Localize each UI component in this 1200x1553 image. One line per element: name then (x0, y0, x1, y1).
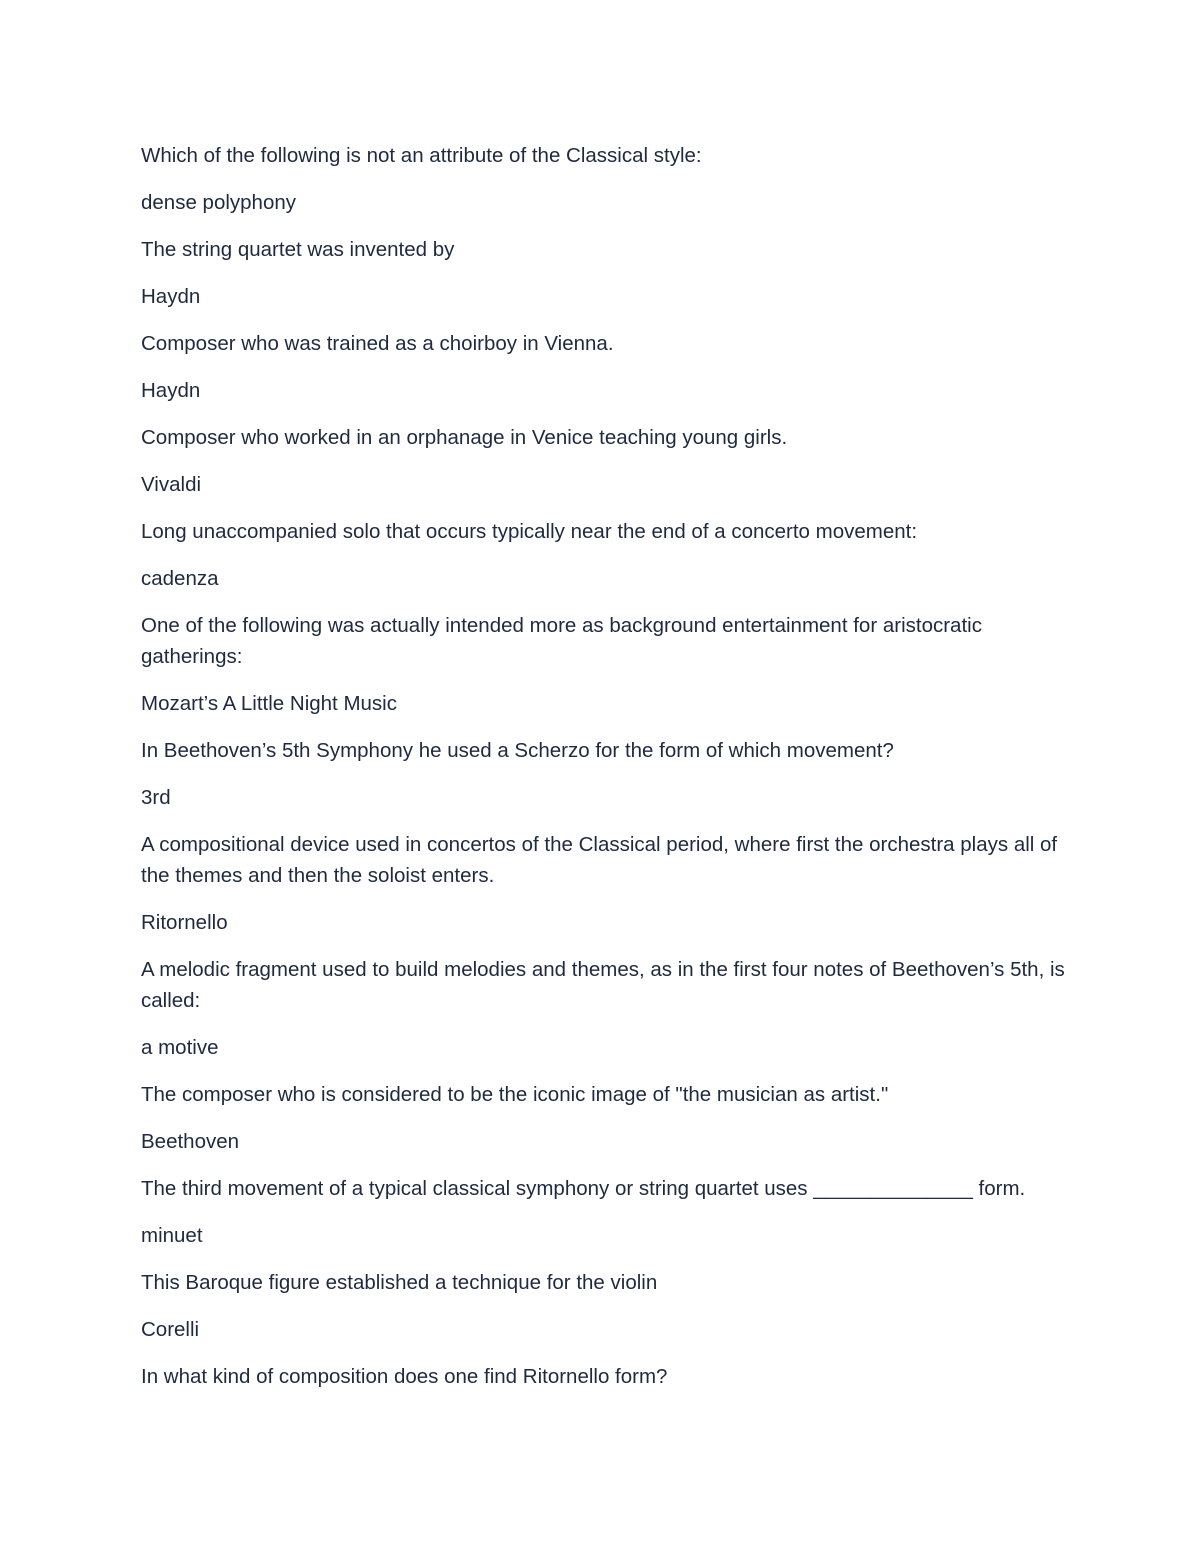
document-body (141, 140, 1076, 1408)
question-third-movement: The third movement of a typical classical symphony or string quartet uses ______________ form. (141, 1177, 1026, 1200)
answer-haydn: Haydn (141, 285, 201, 308)
question-solo: Long unaccompanied solo that occurs typically near the end of a concerto movement: (141, 520, 918, 543)
question-ritornello-form: In what kind of composition does one find Ritornello form? (141, 1365, 668, 1388)
question-classical-style: Which of the following is not an attribute of the Classical style: (141, 144, 702, 167)
question-orphanage: Composer who worked in an orphanage in Venice teaching young girls. (141, 426, 788, 449)
question-melodic-fragment: A melodic fragment used to build melodies and themes, as in the first four notes of Beethoven’s 5th, is called: (141, 958, 1065, 1012)
question-background-entertainment: One of the following was actually intended more as background entertainment for aristocratic gatherings: (141, 614, 982, 668)
answer-night-music: Mozart’s A Little Night Music (141, 692, 397, 715)
question-baroque-violin: This Baroque figure established a technique for the violin (141, 1271, 658, 1294)
answer-ritornello: Ritornello (141, 911, 228, 934)
question-string-quartet: The string quartet was invented by (141, 238, 455, 261)
answer-cadenza: cadenza (141, 567, 219, 590)
answer-haydn-2: Haydn (141, 379, 201, 402)
answer-vivaldi: Vivaldi (141, 473, 202, 496)
question-compositional-device: A compositional device used in concertos of the Classical period, where first the orchestra plays all of the themes and then the soloist enters. (141, 833, 1058, 887)
answer-corelli: Corelli (141, 1318, 200, 1341)
answer-minuet: minuet (141, 1224, 203, 1247)
question-scherzo: In Beethoven’s 5th Symphony he used a Scherzo for the form of which movement? (141, 739, 894, 762)
answer-motive: a motive (141, 1036, 219, 1059)
question-choirboy: Composer who was trained as a choirboy in Vienna. (141, 332, 614, 355)
answer-beethoven: Beethoven (141, 1130, 240, 1153)
answer-3rd: 3rd (141, 786, 171, 809)
answer-dense-polyphony: dense polyphony (141, 191, 297, 214)
question-musician-as-artist: The composer who is considered to be the iconic image of "the musician as artist." (141, 1083, 889, 1106)
